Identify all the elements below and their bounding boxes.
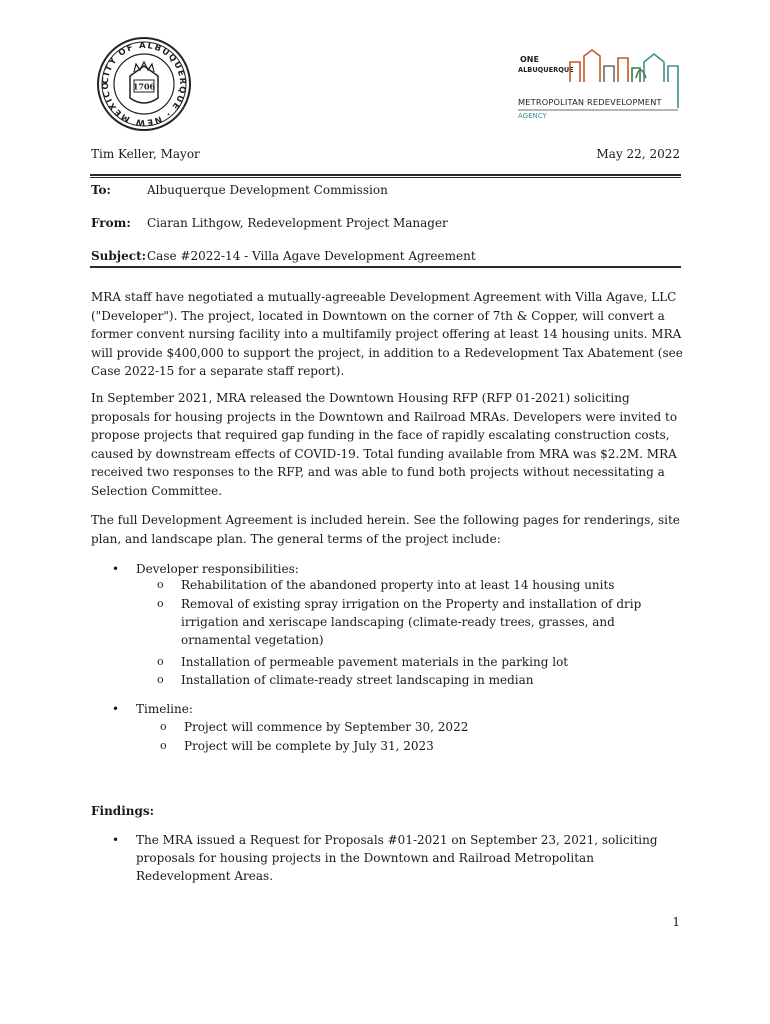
logo-agency-name: METROPOLITAN REDEVELOPMENT <box>518 97 662 107</box>
background-paragraph: In September 2021, MRA released the Downtown Housing RFP (RFP 01-2021) soliciting proposals for housing projects in the Downtown and Railroad MRAs. Developers were invited to propose projects that required gap funding in the face of rapidly escalating construction costs, caused by downstream effects of COVID-19. Total funding available from MRA was $2.2M. MRA received two responses to the RFP, and was able to fund both projects without necessitating a Selection Committee. <box>91 391 678 498</box>
from-label: From: <box>91 216 131 230</box>
findings-heading: Findings: <box>91 804 155 818</box>
sub-bullet-marker: o <box>157 578 164 591</box>
subject-label: Subject: <box>91 249 147 263</box>
from-value: Ciaran Lithgow, Redevelopment Project Manager <box>147 216 448 230</box>
page-number: 1 <box>672 915 680 929</box>
timeline-label: Timeline: <box>136 702 193 716</box>
bullet-marker: • <box>112 562 120 576</box>
timeline-item: Project will commence by September 30, 2022 <box>184 720 469 734</box>
sub-bullet-marker: o <box>160 720 167 733</box>
bullet-marker: • <box>112 702 120 716</box>
subject-rule <box>90 266 681 268</box>
subject-value: Case #2022-14 - Villa Agave Development Agreement <box>147 249 476 263</box>
developer-item: Installation of climate-ready street landscaping in median <box>181 673 534 687</box>
finding-item: The MRA issued a Request for Proposals #01-2021 on September 23, 2021, soliciting proposals for housing projects in the Downtown and Railroad Metropolitan Redevelopment Areas. <box>136 833 658 883</box>
sub-bullet-marker: o <box>157 597 164 610</box>
timeline-item: Project will be complete by July 31, 2023 <box>184 739 434 753</box>
memo-date: May 22, 2022 <box>596 147 680 161</box>
developer-responsibilities-label: Developer responsibilities: <box>136 562 299 576</box>
developer-item: Rehabilitation of the abandoned property into at least 14 housing units <box>181 578 615 592</box>
to-value: Albuquerque Development Commission <box>147 183 388 197</box>
intro-paragraph: MRA staff have negotiated a mutually-agreeable Development Agreement with Villa Agave, LLC ("Developer"). The project, located in Downtown on the corner of 7th & Copper, will convert a former convent nursing facility into a multifamily project offering at least 14 housing units. MRA will provide $400,000 to support the project, in addition to a Redevelopment Tax Abatement (see Case 2022-15 for a separate staff report). <box>91 290 683 378</box>
logo-agency-word: AGENCY <box>518 112 547 120</box>
logo-albuquerque-text: ALBUQUERQUE <box>518 66 574 74</box>
mayor-name: Tim Keller, Mayor <box>91 147 200 161</box>
sub-bullet-marker: o <box>160 739 167 752</box>
city-seal-logo <box>96 36 192 132</box>
sub-bullet-marker: o <box>157 673 164 686</box>
mra-agency-logo <box>514 48 684 122</box>
developer-item: Removal of existing spray irrigation on the Property and installation of drip irrigation and xeriscape landscaping (climate-ready trees, grasses, and ornamental vegetation) <box>181 597 642 647</box>
header-rule-bottom <box>90 177 681 178</box>
header-rule-top <box>90 174 681 176</box>
logo-one-text: ONE <box>520 55 539 64</box>
bullet-marker: • <box>112 833 120 847</box>
to-label: To: <box>91 183 111 197</box>
sub-bullet-marker: o <box>157 655 164 668</box>
developer-item: Installation of permeable pavement materials in the parking lot <box>181 655 569 669</box>
seal-ring-text: CITY OF ALBUQUERQUE · NEW MEXICO <box>100 40 188 128</box>
terms-paragraph: The full Development Agreement is included herein. See the following pages for renderings, site plan, and landscape plan. The general terms of the project include: <box>91 513 680 546</box>
seal-year: 1706 <box>132 81 156 92</box>
